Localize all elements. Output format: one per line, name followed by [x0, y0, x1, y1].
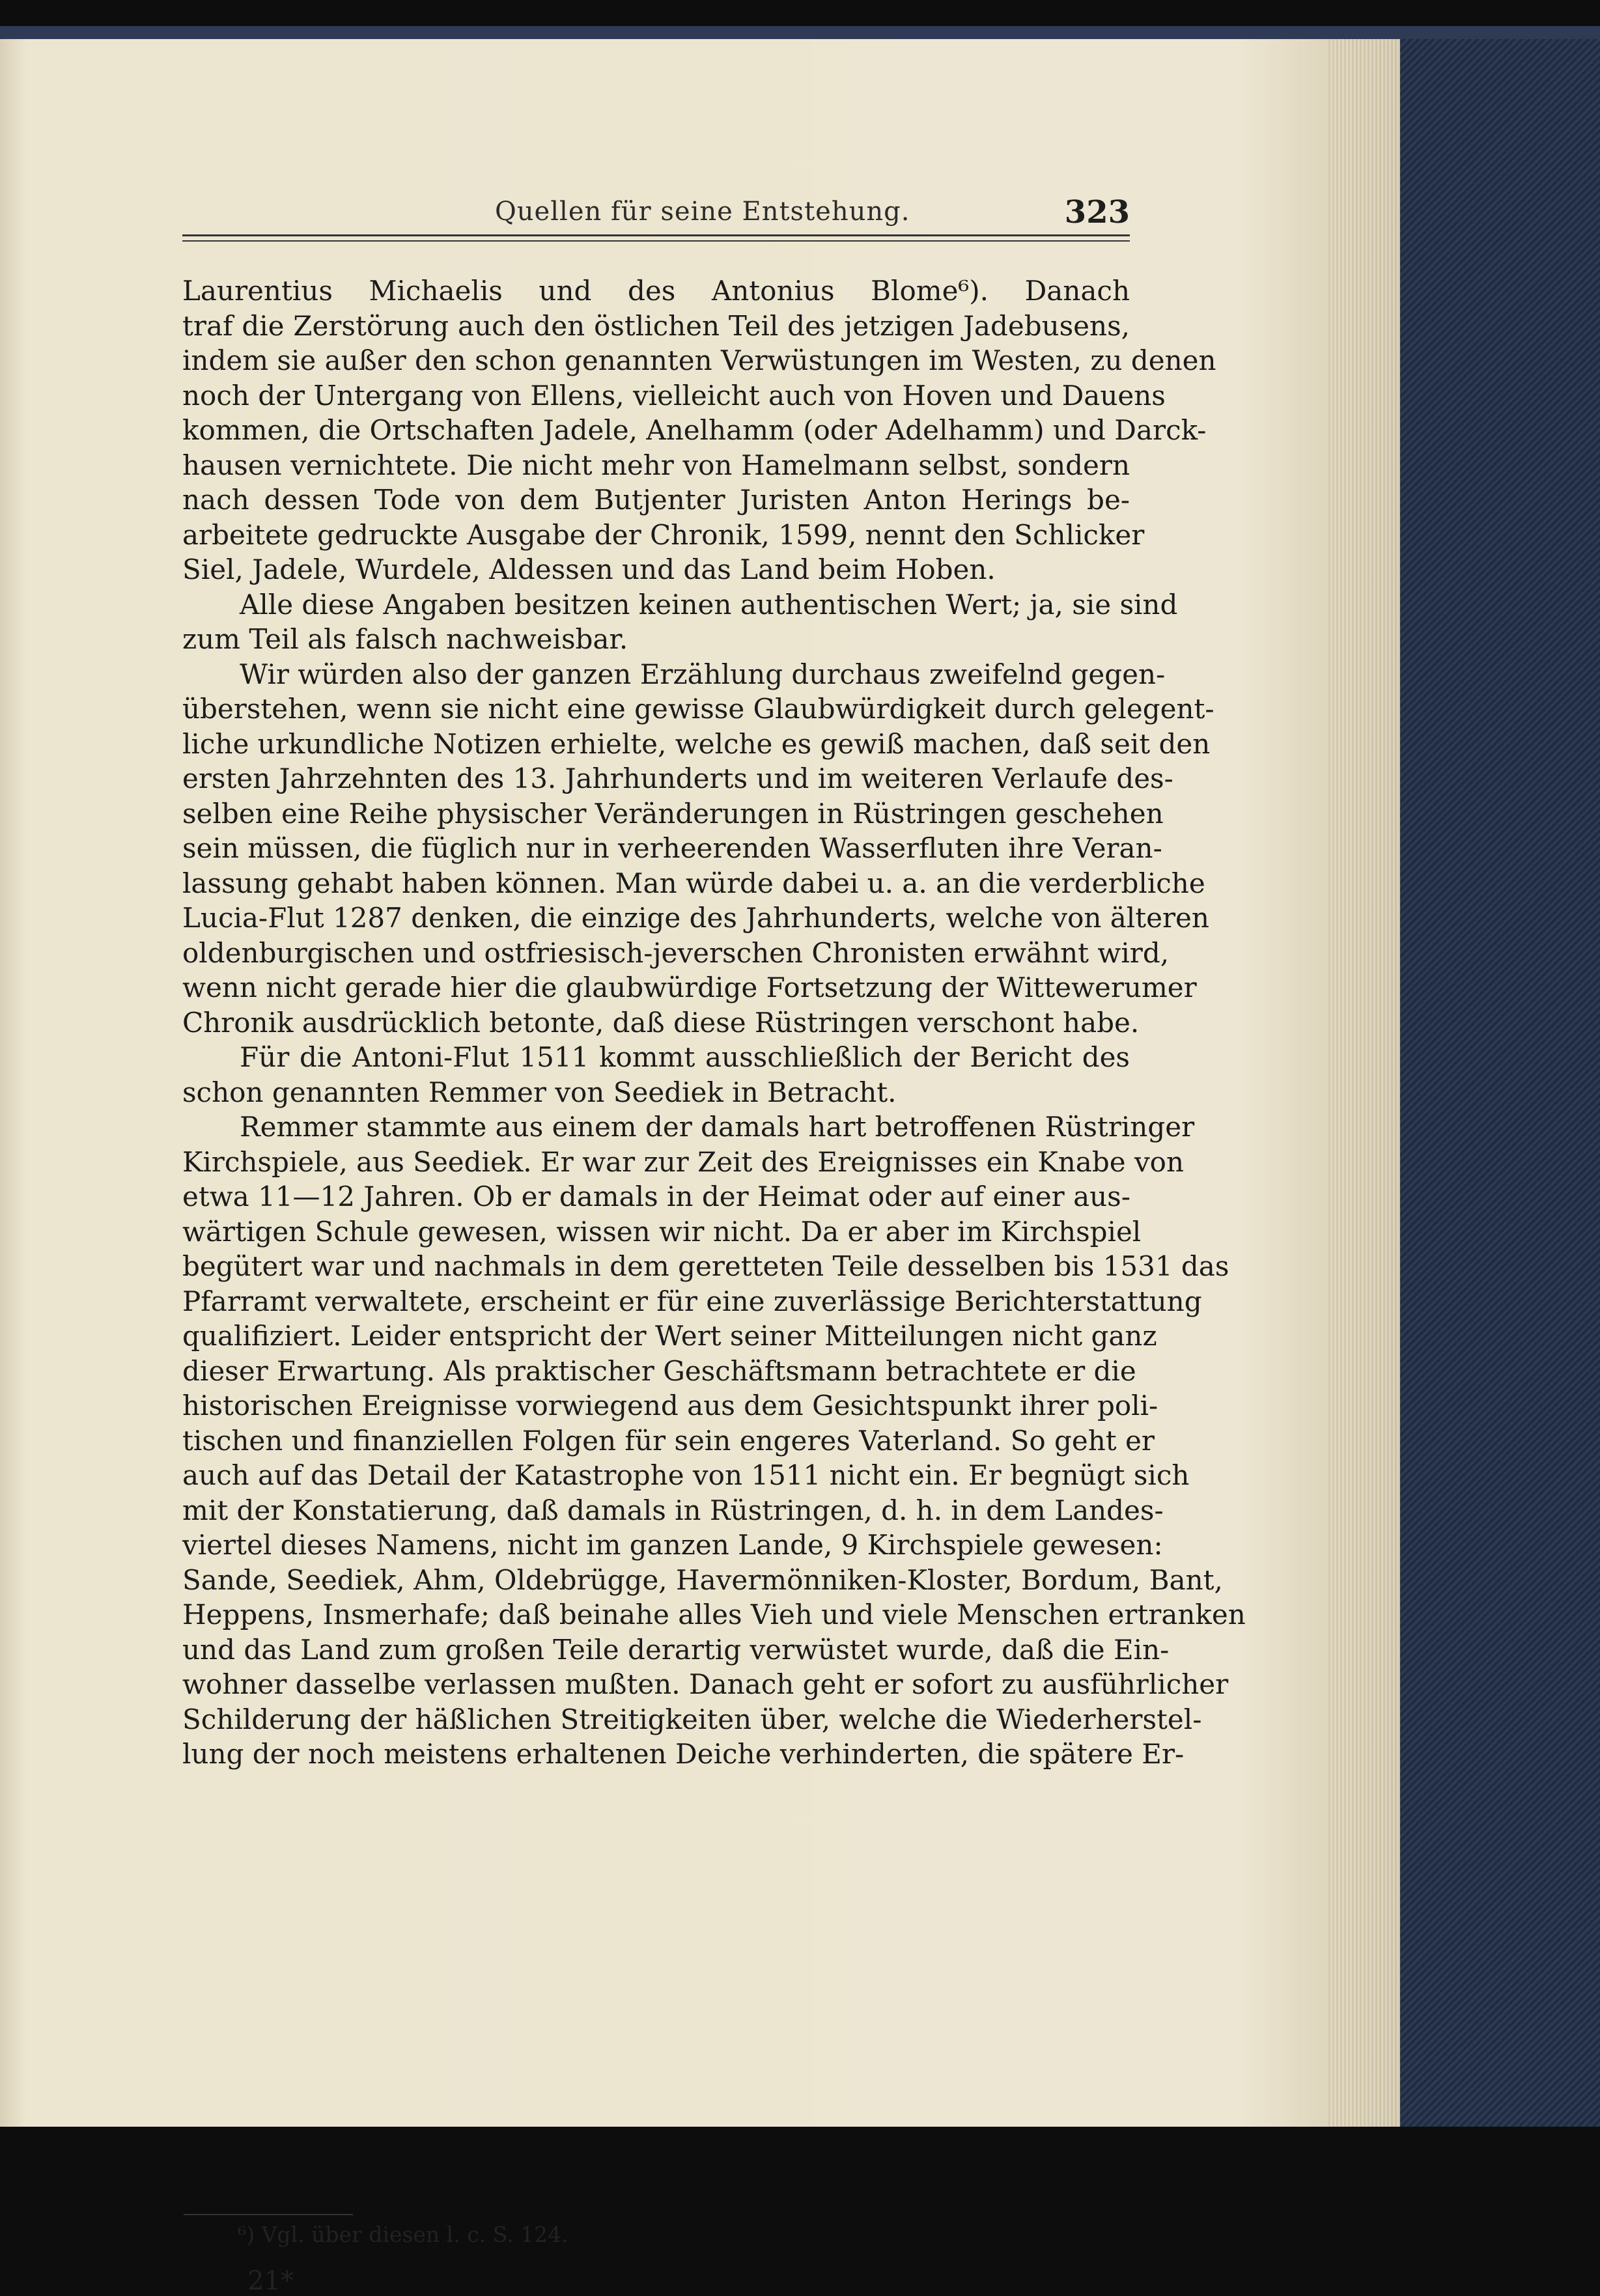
text-line: Schilderung der häßlichen Streitigkeiten über, welche die Wiederherstel-: [182, 1703, 1202, 1735]
text-line: viertel dieses Namens, nicht im ganzen Lande, 9 Kirchspiele gewesen:: [182, 1529, 1163, 1561]
text-line: arbeitete gedruckte Ausgabe der Chronik, 1599, nennt den Schlicker: [182, 518, 1145, 551]
text-line: mit der Konstatierung, daß damals in Rüstringen, d. h. in dem Landes-: [182, 1494, 1164, 1526]
text-line: überstehen, wenn sie nicht eine gewisse Glaubwürdigkeit durch gelegent-: [182, 693, 1214, 725]
text-line: Für die Antoni-Flut 1511 kommt ausschließlich der Bericht des: [240, 1041, 1130, 1073]
header-rule: [182, 234, 1130, 242]
text-line: historischen Ereignisse vorwiegend aus dem Gesichtspunkt ihrer poli-: [182, 1390, 1158, 1421]
page-stack-edge: [1328, 39, 1400, 2127]
text-line: oldenburgischen und ostfriesisch-jeverschen Chronisten erwähnt wird,: [182, 936, 1170, 969]
text-line: zum Teil als falsch nachweisbar.: [182, 623, 628, 655]
text-line: wohner dasselbe verlassen mußten. Danach geht er sofort zu ausführlicher: [182, 1668, 1229, 1700]
text-line: noch der Untergang von Ellens, vielleicht auch von Hoven und Dauens: [182, 379, 1166, 412]
text-line: indem sie außer den schon genannten Verwüstungen im Westen, zu denen: [182, 344, 1216, 376]
text-line: Chronik ausdrücklich betonte, daß diese Rüstringen verschont habe.: [182, 1006, 1140, 1039]
running-head: Quellen für seine Entstehung.: [495, 197, 910, 227]
text-line: lung der noch meistens erhaltenen Deiche verhinderten, die spätere Er-: [182, 1738, 1185, 1770]
text-line: Heppens, Insmerhafe; daß beinahe alles Vieh und viele Menschen ertranken: [182, 1599, 1246, 1631]
text-line: Wir würden also der ganzen Erzählung durchaus zweifelnd gegen-: [240, 658, 1166, 690]
page-number: 323: [1064, 194, 1130, 231]
text-line: Laurentius Michaelis und des Antonius Blome⁶). Danach: [182, 275, 1130, 307]
text-line: Sande, Seediek, Ahm, Oldebrügge, Havermönniken-Kloster, Bordum, Bant,: [182, 1563, 1223, 1596]
text-line: selben eine Reihe physischer Veränderungen in Rüstringen geschehen: [182, 797, 1164, 830]
text-line: Alle diese Angaben besitzen keinen authentischen Wert; ja, sie sind: [240, 588, 1178, 621]
text-line: lassung gehabt haben können. Man würde dabei u. a. an die verderbliche: [182, 867, 1205, 899]
text-line: kommen, die Ortschaften Jadele, Anelhamm (oder Adelhamm) und Darck-: [182, 414, 1207, 446]
text-line: etwa 11—12 Jahren. Ob er damals in der Heimat oder auf einer aus-: [182, 1181, 1130, 1212]
text-line: qualifiziert. Leider entspricht der Wert seiner Mitteilungen nicht ganz: [182, 1320, 1157, 1352]
text-line: begütert war und nachmals in dem geretteten Teile desselben bis 1531 das: [182, 1250, 1229, 1282]
text-line: traf die Zerstörung auch den östlichen Teil des jetzigen Jadebusens,: [182, 309, 1130, 342]
text-line: wenn nicht gerade hier die glaubwürdige Fortsetzung der Wittewerumer: [182, 972, 1197, 1003]
text-line: Kirchspiele, aus Seediek. Er war zur Zeit des Ereignisses ein Knabe von: [182, 1145, 1185, 1178]
text-line: und das Land zum großen Teile derartig verwüstet wurde, daß die Ein-: [182, 1633, 1170, 1666]
text-line: Remmer stammte aus einem der damals hart betroffenen Rüstringer: [240, 1111, 1195, 1143]
text-line: auch auf das Detail der Katastrophe von 1511 nicht ein. Er begnügt sich: [182, 1459, 1190, 1491]
text-line: liche urkundliche Notizen erhielte, welche es gewiß machen, daß seit den: [182, 727, 1211, 760]
page-header: [182, 189, 1130, 234]
text-line: tischen und finanziellen Folgen für sein engeres Vaterland. So geht er: [182, 1424, 1155, 1457]
footnote-rule: [184, 2214, 353, 2215]
text-line: schon genannten Remmer von Seediek in Betracht.: [182, 1076, 897, 1108]
footnote: ⁶) Vgl. über diesen l. c. S. 124.: [238, 2222, 568, 2247]
text-line: dieser Erwartung. Als praktischer Geschäftsmann betrachtete er die: [182, 1354, 1136, 1387]
signature-mark: 21*: [247, 2266, 294, 2296]
text-line: hausen vernichtete. Die nicht mehr von Hamelmann selbst, sondern: [182, 449, 1130, 481]
text-line: ersten Jahrzehnten des 13. Jahrhunderts und im weiteren Verlaufe des-: [182, 763, 1173, 794]
text-line: sein müssen, die füglich nur in verheerenden Wasserfluten ihre Veran-: [182, 832, 1162, 864]
text-line: Pfarramt verwaltete, erscheint er für eine zuverlässige Berichterstattung: [182, 1285, 1202, 1317]
text-line: wärtigen Schule gewesen, wissen wir nicht. Da er aber im Kirchspiel: [182, 1215, 1142, 1248]
text-line: Siel, Jadele, Wurdele, Aldessen und das Land beim Hoben.: [182, 553, 996, 585]
text-line: nach dessen Tode von dem Butjenter Juristen Anton Herings be-: [182, 484, 1130, 516]
body-text: [182, 273, 1246, 1772]
text-line: Lucia-Flut 1287 denken, die einzige des Jahrhunderts, welche von älteren: [182, 902, 1209, 934]
